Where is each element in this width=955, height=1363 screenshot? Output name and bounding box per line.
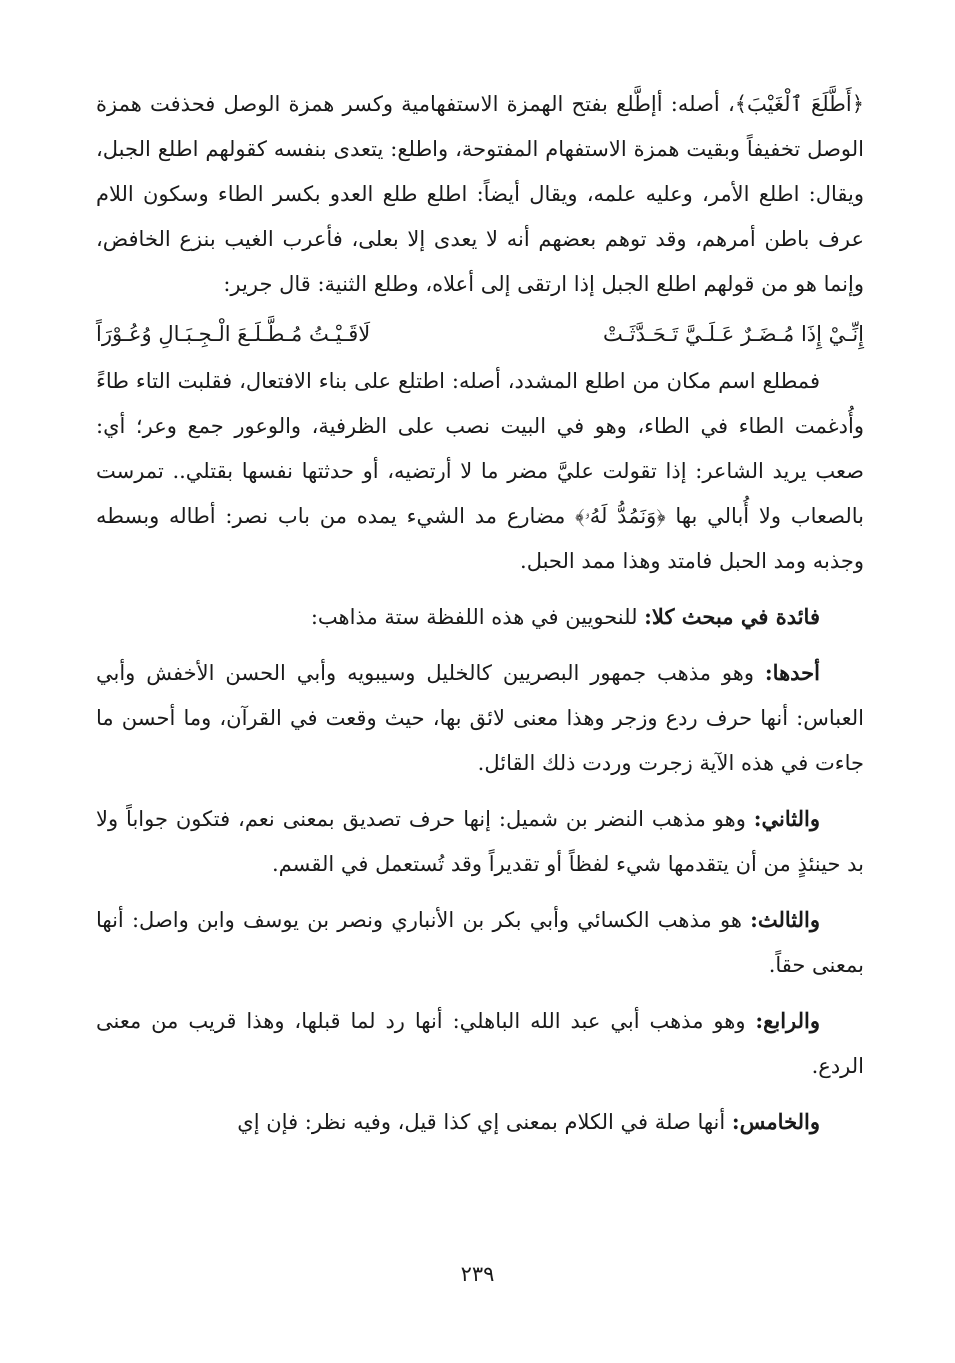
paragraph-fourth-view	[96, 998, 864, 1089]
paragraph-first-view	[96, 650, 864, 786]
paragraph-fifth-view	[96, 1099, 864, 1145]
paragraph-second-view	[96, 796, 864, 887]
verse-first-hemistich: إِنِّـيْ إِذَا مُـضَـرٌ عَـلَـيَّ تَـحَـدَّثَـتْ	[602, 322, 864, 346]
verse-second-hemistich: لَاقَـيْـتُ مُـطَّـلَـعَ الْـجِـبَـالِ وُعُـوْرَاً	[96, 322, 371, 346]
paragraph-third-view	[96, 897, 864, 988]
paragraph-intro: ﴿أَطَّلَعَ ٱلْغَيْبَ﴾، أصله: أإطَّلع بفتح الهمزة الاستفهامية وكسر همزة الوصل فحذفت همزة الوصل تخفيفاً وبقيت همزة الاستفهام المفتوحة، واطلع: يتعدى بنفسه كقولهم اطلع الجبل، ويقال: اطلع الأمر، وعليه علمه، ويقال أيضاً: اطلع طلع العدو بكسر الطاء وسكون اللام عرف باطن أمرهم، وقد توهم بعضهم أنه لا يعدى إلا بعلى، فأعرب الغيب بنزع الخافض، وإنما هو من قولهم اطلع الجبل إذا ارتقى إلى أعلاه، وطلع الثنية: قال جرير:	[96, 92, 864, 296]
fifth-view-heading: والخامس:	[731, 1109, 820, 1134]
first-view-heading: أحدها:	[764, 660, 820, 685]
fourth-view-text: وهو مذهب أبي عبد الله الباهلي: أنها رد لما قبلها، وهذا قريب من معنى الردع.	[96, 1009, 864, 1078]
benefit-text: للنحويين في هذه اللفظة ستة مذاهب:	[310, 605, 645, 629]
page-number: ٢٣٩	[460, 1262, 495, 1286]
third-view-heading: والثالث:	[750, 907, 820, 932]
third-view-text: هو مذهب الكسائي وأبي بكر بن الأنباري ونصر بن يوسف وابن واصل: أنها بمعنى حقاً.	[96, 908, 864, 977]
second-view-heading: والثاني:	[753, 806, 820, 831]
fourth-view-heading: والرابع:	[755, 1008, 820, 1033]
paragraph-benefit	[96, 594, 864, 640]
poetry-verse	[96, 311, 864, 357]
fifth-view-text: أنها صلة في الكلام بمعنى إي كذا قيل، وفيه نظر: فإن إي	[237, 1110, 732, 1134]
page-body	[96, 82, 864, 1145]
first-view-text: وهو مذهب جمهور البصريين كالخليل وسيبويه وأبي الحسن الأخفش وأبي العباس: أنها حرف ردع وزجر وهذا معنى لائق بها، حيث وقعت في القرآن، وما أحسن ما جاءت في هذه الآية زجرت وردت ذلك القائل.	[96, 661, 864, 775]
paragraph-explanation: فمطلع اسم مكان من اطلع المشدد، أصله: اطتلع على بناء الافتعال، فقلبت التاء طاءً وأُدغمت الطاء في الطاء، وهو في البيت نصب على الظرفية، والوعور جمع وعر؛ أي: صعب يريد الشاعر: إذا تقولت عليَّ مضر ما لا أرتضيه، أو حدثتها نفسها بقتلي.. تمرست بالصعاب ولا أُبالي بها ﴿وَنَمُدُّ لَهُۥ﴾ مضارع مد الشيء يمده من باب نصر: أطاله وبسطه وجذبه ومد الحبل فامتد وهذا ممد الحبل.	[96, 369, 864, 573]
benefit-heading: فائدة في مبحث كلا:	[644, 604, 820, 629]
second-view-text: وهو مذهب النضر بن شميل: إنها حرف تصديق بمعنى نعم، فتكون جواباً ولا بد حينئذٍ من أن يتقدمها شيء لفظاً أو تقديراً وقد تُستعمل في القسم.	[96, 807, 864, 876]
